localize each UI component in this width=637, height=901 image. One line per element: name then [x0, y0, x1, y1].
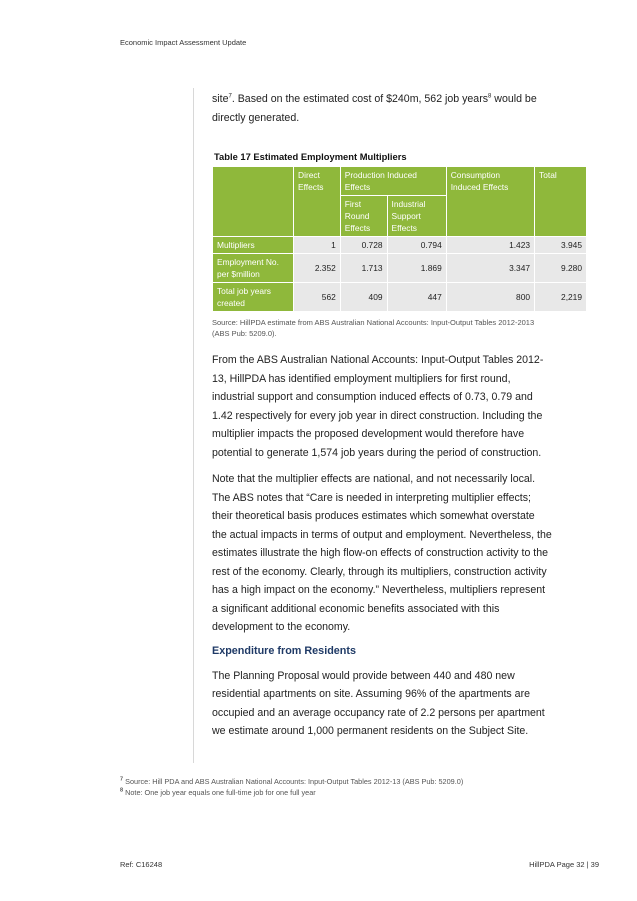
cell-industrial: 447 — [387, 283, 446, 312]
table-row — [213, 283, 587, 312]
header-industrial: Industrial Support Effects — [387, 196, 446, 237]
header-direct: Direct Effects — [294, 167, 341, 237]
body-paragraph-3: The Planning Proposal would provide between 440 and 480 new residential apartments on site. Assuming 96% of the apartments are occupied and an average occupancy rate of 2.2 persons per apartment we estimate around 1,000 permanent residents on the Subject Site. — [212, 669, 545, 737]
footnote-text: Note: One job year equals one full-time job for one full year — [125, 788, 316, 797]
footnote-ref-8[interactable]: 8 — [488, 93, 492, 100]
intro-text-1: site — [212, 93, 229, 105]
multipliers-table — [212, 166, 587, 312]
cell-industrial: 1.869 — [387, 254, 446, 283]
header-production: Production Induced Effects — [340, 167, 446, 196]
row-label: Employment No. per $million — [213, 254, 294, 283]
footer-reference: Ref: C16248 — [120, 860, 163, 869]
footnote-8 — [120, 787, 540, 798]
footnote-ref-7[interactable]: 7 — [228, 93, 232, 100]
main-content — [212, 90, 582, 749]
running-header: Economic Impact Assessment Update — [120, 38, 247, 47]
cell-direct: 562 — [294, 283, 341, 312]
intro-text-2: . Based on the estimated cost of $240m, 562 job years — [231, 93, 489, 105]
table-row — [213, 237, 587, 254]
cell-direct: 2.352 — [294, 254, 341, 283]
header-consumption: Consumption Induced Effects — [446, 167, 534, 237]
row-label: Multipliers — [213, 237, 294, 254]
cell-first-round: 409 — [340, 283, 387, 312]
footer-page-number: HillPDA Page 32 | 39 — [529, 860, 599, 869]
cell-consumption: 3.347 — [446, 254, 534, 283]
table-header-row — [213, 167, 587, 196]
cell-total: 3.945 — [535, 237, 587, 254]
header-empty-cell — [213, 167, 294, 237]
footnote-text: Source: Hill PDA and ABS Australian National Accounts: Input-Output Tables 2012-13 (ABS Pub: 5209.0) — [125, 777, 464, 786]
footnote-number: 7 — [120, 776, 124, 783]
table-title: Table 17 Estimated Employment Multipliers — [214, 151, 407, 162]
margin-rule — [193, 88, 194, 763]
footnote-7 — [120, 776, 540, 787]
body-paragraph-2: Note that the multiplier effects are national, and not necessarily local. The ABS notes that “Care is needed in interpreting multiplier effects; their theoretical basis produces estimates which somewhat overstate the actual impacts in terms of output and employment. Nevertheless, the estimates illustrate the high flow-on effects of construction activity to the rest of the economy. Clearly, through its multipliers, construction activity has a high impact on the economy.” Nevertheless, multipliers represent a significant additional economic benefits associated with this development to the economy. — [212, 473, 552, 633]
footnotes — [120, 776, 540, 798]
cell-first-round: 1.713 — [340, 254, 387, 283]
table-source: Source: HillPDA estimate from ABS Australian National Accounts: Input-Output Tables 2012-2013 (ABS Pub: 5209.0). — [212, 318, 535, 338]
body-paragraph-1: From the ABS Australian National Accounts: Input-Output Tables 2012-13, HillPDA has identified employment multipliers for first round, industrial support and consumption induced effects of 0.73, 0.79 and 1.42 respectively for every job year in direct construction. Including the multiplier impacts the proposed development would therefore have potential to generate 1,574 job years during the period of construction. — [212, 354, 544, 459]
cell-consumption: 800 — [446, 283, 534, 312]
cell-total: 9.280 — [535, 254, 587, 283]
header-first-round: First Round Effects — [340, 196, 387, 237]
cell-total: 2,219 — [535, 283, 587, 312]
cell-consumption: 1.423 — [446, 237, 534, 254]
header-total: Total — [535, 167, 587, 237]
cell-direct: 1 — [294, 237, 341, 254]
intro-paragraph — [212, 90, 552, 127]
cell-industrial: 0.794 — [387, 237, 446, 254]
table-row — [213, 254, 587, 283]
row-label: Total job years created — [213, 283, 294, 312]
intro-text-3: would be directly generated. — [212, 93, 537, 124]
cell-first-round: 0.728 — [340, 237, 387, 254]
footnote-number: 8 — [120, 787, 124, 794]
section-heading: Expenditure from Residents — [212, 644, 356, 657]
